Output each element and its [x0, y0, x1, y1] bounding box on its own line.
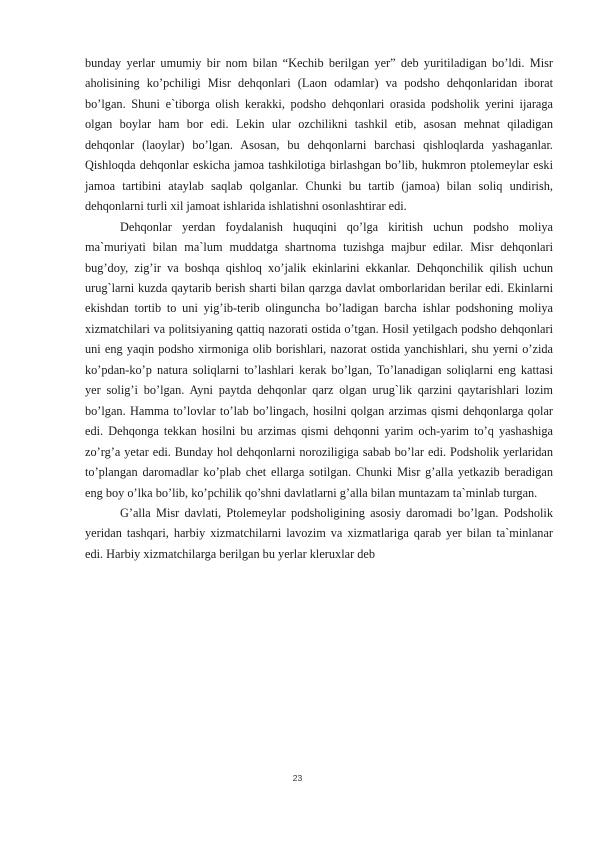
paragraph-1: bunday yerlar umumiy bir nom bilan “Kechib berilgan yer” deb yuritiladigan bo’ldi. Misr aholisining ko’pchiligi Misr dehqonlari (Laon odamlar) va podsho dehqonlaridan iborat bo’lgan. Shuni e`tiborga olish kerakki, podsho dehqonlari orasida podsholik yerini ijaraga olgan boylar ham bor edi. Lekin ular ozchilikni tashkil etib, asosan mehnat qiladigan dehqonlar (laoylar) bo’lgan. Asosan, bu dehqonlarni barchasi qishloqlarda yashaganlar. Qishloqda dehqonlar eskicha jamoa tashkilotiga birlashgan bo’lib, hukmron ptolemeylar eski jamoa tartibini ataylab saqlab qolganlar. Chunki bu tartib (jamoa) bilan soliq undirish, dehqonlarni turli xil jamoat ishlarida ishlatishni osonlashtirar edi.: [85, 56, 553, 214]
document-page: [85, 53, 553, 564]
page-number: 23: [292, 773, 303, 783]
paragraph-3: G’alla Misr davlati, Ptolemeylar podsholigining asosiy daromadi bo’lgan. Podsholik yeridan tashqari, harbiy xizmatchilarni lavozim va xizmatlariga qarab yer bilan ta`minlanar edi. Harbiy xizmatchilarga berilgan bu yerlar kleruxlar deb: [85, 505, 553, 561]
paragraph-2: Dehqonlar yerdan foydalanish huquqini qo’lga kiritish uchun podsho moliya ma`muriyati bilan ma`lum muddatga shartnoma tuzishga majbur edilar. Misr dehqonlari bug’doy, zig’ir va boshqa qishloq xo’jalik ekinlarini ekkanlar. Dehqonchilik qilish uchun urug`larni kuzda qaytarib berish sharti bilan qarzga davlat omborlaridan berilar edi. Ekinlarni ekishdan tortib to uni yig’ib-terib olinguncha bo’ladigan barcha ishlar podshoning moliya xizmatchilari va politsiyaning qattiq nazorati ostida o’tgan. Hosil yetilgach podsho dehqonlari uni eng yaqin podsho xirmoniga olib borishlari, nazorat ostida yanchishlari, shu yerni o’zida ko’pdan-ko’p natura soliqlarni to’lashlari kerak bo’lgan, To’lanadigan soliqlarni eng kattasi yer solig’i bo’lgan. Ayni paytda dehqonlar qarz olgan urug`lik qarzini qaytarishlari lozim bo’lgan. Hamma to’lovlar to’lab bo’lingach, hosilni qolgan arzimas qismi dehqonlarga qolar edi. Dehqonga tekkan hosilni bu arzimas qismi dehqonni yarim och-yarim to’q yashashiga zo’rg’a yetar edi. Bunday hol dehqonlarni noroziligiga sabab bo’lar edi. Podsholik yerlaridan to’plangan daromadlar ko’plab chet ellarga sotilgan. Chunki Misr g’alla yetkazib beradigan eng boy o’lka bo’lib, ko’pchilik qo’shni davlatlarni g’alla bilan muntazam ta`minlab turgan.: [85, 219, 553, 500]
